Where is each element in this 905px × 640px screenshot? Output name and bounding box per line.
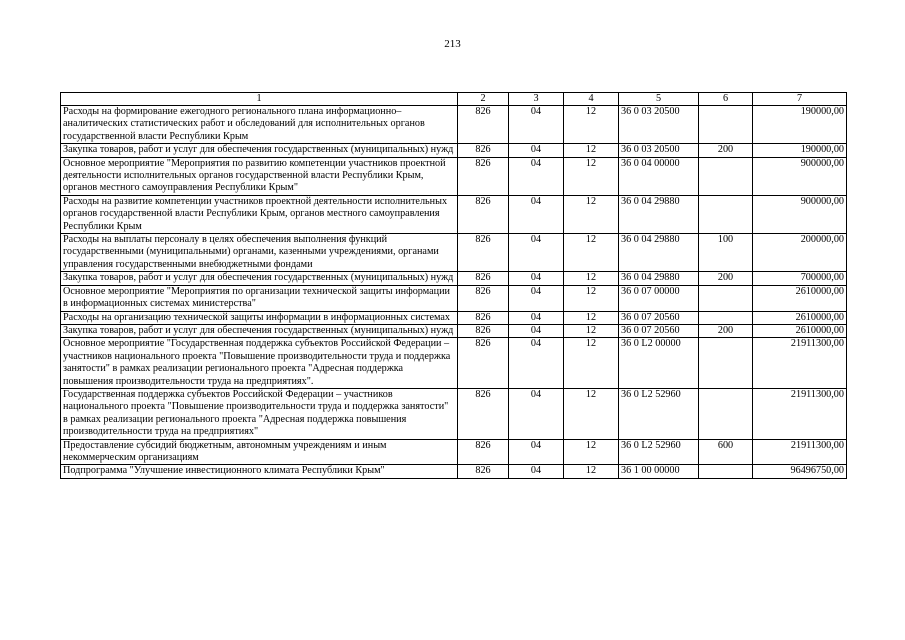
row-ved-cell: 826	[458, 106, 509, 144]
table-row	[61, 157, 847, 195]
row-rz-cell: 04	[509, 465, 564, 478]
row-vr-cell: 600	[699, 439, 753, 465]
row-ved-cell: 826	[458, 388, 509, 439]
row-vr-cell: 200	[699, 272, 753, 285]
row-rz-cell: 04	[509, 311, 564, 324]
column-header: 6	[699, 93, 753, 106]
row-csr-cell: 36 0 04 29880	[619, 195, 699, 233]
row-csr-cell: 36 0 04 29880	[619, 234, 699, 272]
table-row	[61, 106, 847, 144]
row-name-cell: Закупка товаров, работ и услуг для обеспечения государственных (муниципальных) нужд	[61, 144, 458, 157]
row-amount-cell: 96496750,00	[753, 465, 847, 478]
row-csr-cell: 36 0 L2 52960	[619, 388, 699, 439]
row-pr-cell: 12	[564, 144, 619, 157]
row-amount-cell: 2610000,00	[753, 311, 847, 324]
row-amount-cell: 21911300,00	[753, 388, 847, 439]
row-csr-cell: 36 0 03 20500	[619, 144, 699, 157]
row-csr-cell: 36 0 07 20560	[619, 324, 699, 337]
row-ved-cell: 826	[458, 195, 509, 233]
row-name-cell: Основное мероприятие "Мероприятия по развитию компетенции участников проектной деятельности исполнительных органов государственной власти Республики Крым, органов местного самоуправления Республики Крым"	[61, 157, 458, 195]
header-row	[61, 93, 847, 106]
column-header: 2	[458, 93, 509, 106]
row-ved-cell: 826	[458, 324, 509, 337]
row-amount-cell: 2610000,00	[753, 285, 847, 311]
row-name-cell: Закупка товаров, работ и услуг для обеспечения государственных (муниципальных) нужд	[61, 272, 458, 285]
row-ved-cell: 826	[458, 234, 509, 272]
row-vr-cell	[699, 195, 753, 233]
row-amount-cell: 190000,00	[753, 106, 847, 144]
row-csr-cell: 36 0 04 29880	[619, 272, 699, 285]
row-csr-cell: 36 0 L2 00000	[619, 338, 699, 389]
row-amount-cell: 190000,00	[753, 144, 847, 157]
row-ved-cell: 826	[458, 272, 509, 285]
row-name-cell: Расходы на формирование ежегодного регионального плана информационно–аналитических статистических работ и обследований для исполнительных органов государственной власти Республики Крым	[61, 106, 458, 144]
row-pr-cell: 12	[564, 324, 619, 337]
row-vr-cell	[699, 106, 753, 144]
table-row	[61, 324, 847, 337]
row-rz-cell: 04	[509, 195, 564, 233]
row-csr-cell: 36 0 07 20560	[619, 311, 699, 324]
row-amount-cell: 900000,00	[753, 157, 847, 195]
row-rz-cell: 04	[509, 388, 564, 439]
row-pr-cell: 12	[564, 285, 619, 311]
table-row	[61, 338, 847, 389]
row-csr-cell: 36 0 04 00000	[619, 157, 699, 195]
table-row	[61, 311, 847, 324]
row-name-cell: Расходы на выплаты персоналу в целях обеспечения выполнения функций государственными (муниципальными) органами, казенными учреждениями, органами управления государственными внебюджетными фондами	[61, 234, 458, 272]
row-name-cell: Основное мероприятие "Государственная поддержка субъектов Российской Федерации – участников национального проекта "Повышение производительности труда и поддержка занятости" в рамках реализации регионального проекта "Адресная поддержка повышения производительности труда на предприятиях".	[61, 338, 458, 389]
row-name-cell: Расходы на организацию технической защиты информации в информационных системах	[61, 311, 458, 324]
row-rz-cell: 04	[509, 338, 564, 389]
row-rz-cell: 04	[509, 439, 564, 465]
row-amount-cell: 2610000,00	[753, 324, 847, 337]
row-amount-cell: 21911300,00	[753, 439, 847, 465]
row-name-cell: Основное мероприятие "Мероприятия по организации технической защиты информации в информационных системах министерства"	[61, 285, 458, 311]
row-amount-cell: 700000,00	[753, 272, 847, 285]
table-row	[61, 234, 847, 272]
row-amount-cell: 21911300,00	[753, 338, 847, 389]
row-name-cell: Закупка товаров, работ и услуг для обеспечения государственных (муниципальных) нужд	[61, 324, 458, 337]
row-ved-cell: 826	[458, 285, 509, 311]
row-ved-cell: 826	[458, 465, 509, 478]
column-header: 7	[753, 93, 847, 106]
row-rz-cell: 04	[509, 106, 564, 144]
row-rz-cell: 04	[509, 157, 564, 195]
column-header: 1	[61, 93, 458, 106]
row-csr-cell: 36 1 00 00000	[619, 465, 699, 478]
row-pr-cell: 12	[564, 465, 619, 478]
table-row	[61, 144, 847, 157]
row-vr-cell	[699, 157, 753, 195]
row-pr-cell: 12	[564, 311, 619, 324]
row-csr-cell: 36 0 03 20500	[619, 106, 699, 144]
row-ved-cell: 826	[458, 157, 509, 195]
row-ved-cell: 826	[458, 311, 509, 324]
row-rz-cell: 04	[509, 234, 564, 272]
budget-table	[60, 92, 847, 479]
row-pr-cell: 12	[564, 388, 619, 439]
row-csr-cell: 36 0 L2 52960	[619, 439, 699, 465]
table-body	[61, 106, 847, 479]
row-pr-cell: 12	[564, 338, 619, 389]
row-name-cell: Подпрограмма "Улучшение инвестиционного климата Республики Крым"	[61, 465, 458, 478]
row-rz-cell: 04	[509, 144, 564, 157]
row-csr-cell: 36 0 07 00000	[619, 285, 699, 311]
row-amount-cell: 900000,00	[753, 195, 847, 233]
row-vr-cell: 100	[699, 234, 753, 272]
table-row	[61, 285, 847, 311]
table-row	[61, 439, 847, 465]
row-rz-cell: 04	[509, 272, 564, 285]
row-amount-cell: 200000,00	[753, 234, 847, 272]
table-row	[61, 272, 847, 285]
row-pr-cell: 12	[564, 106, 619, 144]
row-ved-cell: 826	[458, 144, 509, 157]
row-pr-cell: 12	[564, 439, 619, 465]
row-name-cell: Расходы на развитие компетенции участников проектной деятельности исполнительных органов государственной власти Республики Крым, органов местного самоуправления Республики Крым	[61, 195, 458, 233]
row-vr-cell	[699, 388, 753, 439]
row-ved-cell: 826	[458, 338, 509, 389]
row-name-cell: Предоставление субсидий бюджетным, автономным учреждениям и иным некоммерческим организациям	[61, 439, 458, 465]
row-vr-cell	[699, 465, 753, 478]
row-vr-cell	[699, 285, 753, 311]
row-name-cell: Государственная поддержка субъектов Российской Федерации – участников национального проекта "Повышение производительности труда и поддержка занятости" в рамках реализации регионального проекта "Адресная поддержка повышения производительности труда на предприятиях"	[61, 388, 458, 439]
row-vr-cell	[699, 338, 753, 389]
column-header: 5	[619, 93, 699, 106]
row-pr-cell: 12	[564, 272, 619, 285]
column-header: 3	[509, 93, 564, 106]
table-row	[61, 388, 847, 439]
row-vr-cell: 200	[699, 324, 753, 337]
table-row	[61, 465, 847, 478]
column-header: 4	[564, 93, 619, 106]
row-pr-cell: 12	[564, 195, 619, 233]
row-pr-cell: 12	[564, 157, 619, 195]
row-rz-cell: 04	[509, 285, 564, 311]
table-row	[61, 195, 847, 233]
row-rz-cell: 04	[509, 324, 564, 337]
row-ved-cell: 826	[458, 439, 509, 465]
page-number: 213	[444, 38, 461, 50]
row-vr-cell: 200	[699, 144, 753, 157]
row-vr-cell	[699, 311, 753, 324]
row-pr-cell: 12	[564, 234, 619, 272]
